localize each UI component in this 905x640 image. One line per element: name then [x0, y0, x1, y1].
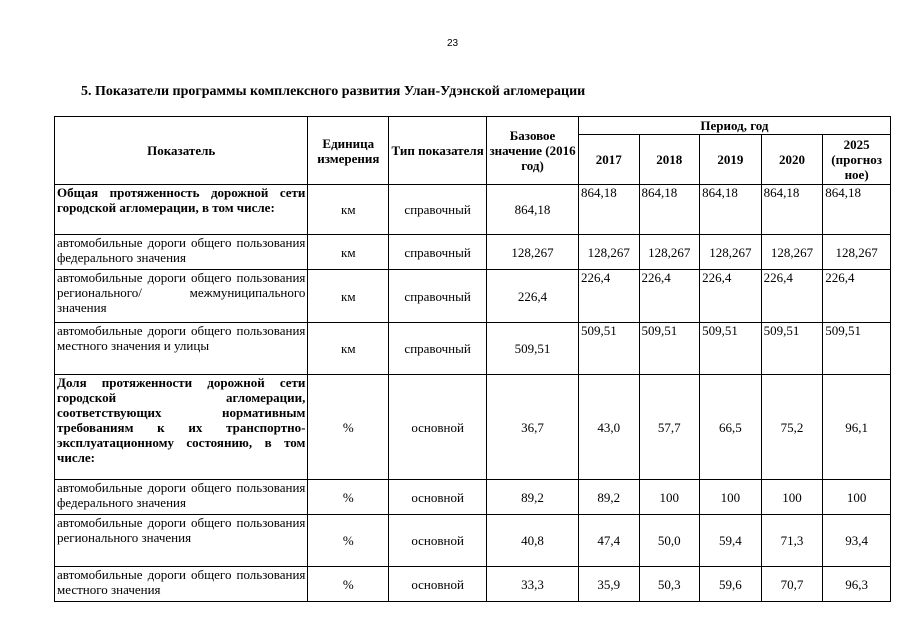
row-type: справочный [389, 185, 487, 235]
row-unit: % [308, 567, 389, 602]
row-value: 100 [761, 480, 823, 515]
row-name: автомобильные дороги общего пользования федерального значения [55, 235, 308, 270]
row-value: 226,4 [700, 270, 762, 323]
row-unit: % [308, 515, 389, 567]
row-value: 128,267 [761, 235, 823, 270]
row-type: справочный [389, 270, 487, 323]
row-value: 509,51 [700, 323, 762, 375]
row-type: справочный [389, 323, 487, 375]
row-value: 59,4 [700, 515, 762, 567]
row-value: 96,3 [823, 567, 891, 602]
row-value: 100 [639, 480, 700, 515]
table-row [55, 515, 891, 567]
row-type: основной [389, 480, 487, 515]
row-value: 70,7 [761, 567, 823, 602]
row-value: 47,4 [578, 515, 639, 567]
row-base: 89,2 [487, 480, 579, 515]
row-unit: % [308, 480, 389, 515]
row-base: 33,3 [487, 567, 579, 602]
row-value: 71,3 [761, 515, 823, 567]
row-name: автомобильные дороги общего пользования регионального/ межмуниципального значения [55, 270, 308, 323]
row-value: 128,267 [639, 235, 700, 270]
row-base: 128,267 [487, 235, 579, 270]
table-row [55, 185, 891, 235]
row-value: 864,18 [761, 185, 823, 235]
table-row [55, 480, 891, 515]
indicators-table [54, 116, 891, 602]
row-value: 43,0 [578, 375, 639, 480]
row-unit: км [308, 323, 389, 375]
header-base: Базовое значение (2016 год) [487, 117, 579, 185]
row-value: 226,4 [823, 270, 891, 323]
row-base: 40,8 [487, 515, 579, 567]
section-title: 5. Показатели программы комплексного развития Улан-Удэнской агломерации [81, 84, 586, 99]
header-year-2017: 2017 [578, 135, 639, 185]
row-value: 50,3 [639, 567, 700, 602]
row-name: Общая протяженность дорожной сети городской агломерации, в том числе: [55, 185, 308, 235]
row-value: 509,51 [578, 323, 639, 375]
header-type: Тип показателя [389, 117, 487, 185]
row-type: основной [389, 375, 487, 480]
header-year-2020: 2020 [761, 135, 823, 185]
row-value: 35,9 [578, 567, 639, 602]
header-unit: Единица измерения [308, 117, 389, 185]
row-value: 128,267 [823, 235, 891, 270]
row-value: 89,2 [578, 480, 639, 515]
row-value: 59,6 [700, 567, 762, 602]
row-value: 100 [823, 480, 891, 515]
row-value: 93,4 [823, 515, 891, 567]
header-year-2025: 2025 (прогноз ное) [823, 135, 891, 185]
row-value: 100 [700, 480, 762, 515]
table-row [55, 235, 891, 270]
row-type: основной [389, 567, 487, 602]
row-name: автомобильные дороги общего пользования местного значения [55, 567, 308, 602]
header-indicator: Показатель [55, 117, 308, 185]
row-value: 864,18 [639, 185, 700, 235]
table-row [55, 323, 891, 375]
row-value: 96,1 [823, 375, 891, 480]
row-value: 128,267 [700, 235, 762, 270]
row-name: автомобильные дороги общего пользования регионального значения [55, 515, 308, 567]
table-row [55, 567, 891, 602]
row-value: 509,51 [761, 323, 823, 375]
table-row [55, 375, 891, 480]
row-base: 864,18 [487, 185, 579, 235]
row-name: Доля протяженности дорожной сети городской агломерации, соответствующих нормативным требованиям к их транспортно-эксплуатационному состоянию, в том числе: [55, 375, 308, 480]
row-value: 66,5 [700, 375, 762, 480]
row-name: автомобильные дороги общего пользования местного значения и улицы [55, 323, 308, 375]
row-value: 226,4 [761, 270, 823, 323]
table-row [55, 270, 891, 323]
row-value: 864,18 [823, 185, 891, 235]
row-unit: км [308, 235, 389, 270]
row-unit: км [308, 185, 389, 235]
row-unit: % [308, 375, 389, 480]
row-value: 226,4 [639, 270, 700, 323]
row-value: 57,7 [639, 375, 700, 480]
page-number: 23 [446, 38, 459, 49]
row-value: 50,0 [639, 515, 700, 567]
row-type: основной [389, 515, 487, 567]
row-base: 509,51 [487, 323, 579, 375]
row-value: 226,4 [578, 270, 639, 323]
row-base: 226,4 [487, 270, 579, 323]
header-period: Период, год [578, 117, 890, 135]
row-name: автомобильные дороги общего пользования федерального значения [55, 480, 308, 515]
row-value: 509,51 [823, 323, 891, 375]
row-type: справочный [389, 235, 487, 270]
row-base: 36,7 [487, 375, 579, 480]
row-value: 75,2 [761, 375, 823, 480]
header-year-2018: 2018 [639, 135, 700, 185]
row-value: 864,18 [578, 185, 639, 235]
row-value: 128,267 [578, 235, 639, 270]
row-value: 509,51 [639, 323, 700, 375]
row-value: 864,18 [700, 185, 762, 235]
row-unit: км [308, 270, 389, 323]
header-year-2019: 2019 [700, 135, 762, 185]
